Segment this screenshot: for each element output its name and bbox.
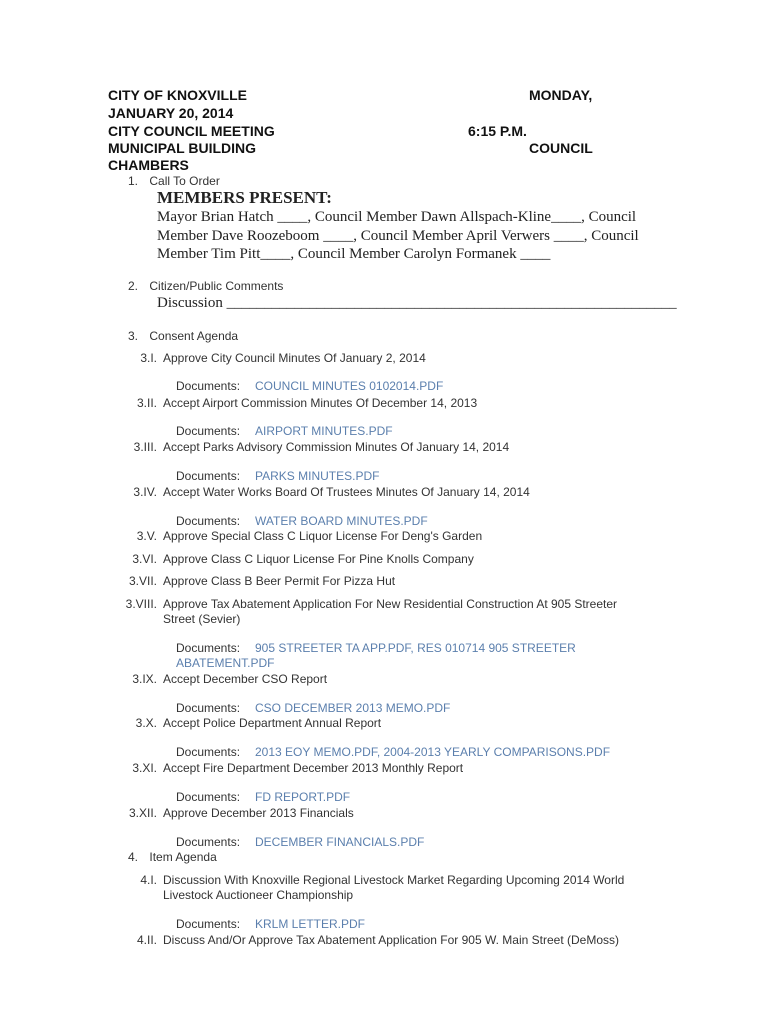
item-number: 3.VII. xyxy=(128,574,157,588)
agenda-item xyxy=(140,873,625,888)
document-link[interactable]: CSO DECEMBER 2013 MEMO.PDF xyxy=(255,701,451,715)
item-number: 3.X. xyxy=(135,716,157,730)
item-text: Approve Tax Abatement Application For New Residential Construction At 905 Streeter xyxy=(163,597,618,611)
agenda-item xyxy=(133,440,510,455)
document-link[interactable]: COUNCIL MINUTES 0102014.PDF xyxy=(255,379,444,393)
documents-row xyxy=(176,701,450,716)
agenda-item xyxy=(136,529,483,544)
document-link[interactable]: PARKS MINUTES.PDF xyxy=(255,469,380,483)
item-text: Accept Fire Department December 2013 Monthly Report xyxy=(163,761,464,775)
item-number: 3.IV. xyxy=(133,485,157,499)
section-call-to-order xyxy=(128,174,220,189)
item-text: Accept December CSO Report xyxy=(163,672,328,686)
document-link[interactable]: FD REPORT.PDF xyxy=(255,790,351,804)
section-label: Consent Agenda xyxy=(149,329,239,343)
item-text-continued: Livestock Auctioneer Championship xyxy=(163,888,354,902)
section-number: 2. xyxy=(128,279,139,293)
documents-row xyxy=(176,835,424,850)
documents-row xyxy=(176,424,393,439)
document-link[interactable]: DECEMBER FINANCIALS.PDF xyxy=(255,835,425,849)
agenda-item xyxy=(133,485,530,500)
documents-label: Documents: xyxy=(176,917,241,931)
documents-label: Documents: xyxy=(176,790,241,804)
documents-label: Documents: xyxy=(176,641,241,655)
item-number: 4.I. xyxy=(140,873,157,887)
documents-label: Documents: xyxy=(176,379,241,393)
item-text: Accept Police Department Annual Report xyxy=(163,716,382,730)
section-number: 3. xyxy=(128,329,139,343)
documents-row xyxy=(176,745,610,760)
item-text-continued: Street (Sevier) xyxy=(163,612,241,626)
documents-label: Documents: xyxy=(176,745,241,759)
meeting-day: MONDAY, xyxy=(529,87,593,103)
documents-label: Documents: xyxy=(176,469,241,483)
documents-row xyxy=(176,917,365,932)
item-number: 3.XI. xyxy=(132,761,157,775)
members-line: Member Dave Roozeboom ____, Council Member April Verwers ____, Council xyxy=(157,228,639,244)
item-text: Approve Special Class C Liquor License For Deng's Garden xyxy=(163,529,483,543)
agenda-item xyxy=(128,806,354,821)
documents-row xyxy=(176,469,379,484)
item-text: Accept Airport Commission Minutes Of December 14, 2013 xyxy=(163,396,478,410)
item-number: 3.II. xyxy=(136,396,157,410)
document-link[interactable]: 2013 EOY MEMO.PDF, 2004-2013 YEARLY COMPARISONS.PDF xyxy=(255,745,611,759)
item-text: Accept Parks Advisory Commission Minutes Of January 14, 2014 xyxy=(163,440,510,454)
item-text: Discuss And/Or Approve Tax Abatement Application For 905 W. Main Street (DeMoss) xyxy=(163,933,619,947)
documents-label: Documents: xyxy=(176,835,241,849)
documents-row xyxy=(176,641,576,656)
document-link[interactable]: KRLM LETTER.PDF xyxy=(255,917,366,931)
section-consent-agenda xyxy=(128,329,238,344)
meeting-type: CITY COUNCIL MEETING xyxy=(108,123,275,139)
meeting-date: JANUARY 20, 2014 xyxy=(108,105,234,121)
city-name: CITY OF KNOXVILLE xyxy=(108,87,247,103)
item-text: Approve Class C Liquor License For Pine Knolls Company xyxy=(163,552,474,566)
section-label: Citizen/Public Comments xyxy=(149,279,284,293)
discussion-line: Discussion ____________________________________________________________ xyxy=(157,295,677,311)
item-number: 3.VIII. xyxy=(125,597,157,611)
documents-row xyxy=(176,379,443,394)
members-line: Mayor Brian Hatch ____, Council Member Dawn Allspach-Kline____, Council xyxy=(157,209,637,225)
item-text: Approve City Council Minutes Of January 2, 2014 xyxy=(163,351,426,365)
documents-label: Documents: xyxy=(176,514,241,528)
section-citizen-comments xyxy=(128,279,283,294)
section-label: Item Agenda xyxy=(149,850,217,864)
document-link[interactable]: AIRPORT MINUTES.PDF xyxy=(255,424,393,438)
item-number: 3.IX. xyxy=(132,672,157,686)
section-number: 1. xyxy=(128,174,139,188)
item-number: 4.II. xyxy=(136,933,157,947)
item-text: Approve Class B Beer Permit For Pizza Hut xyxy=(163,574,396,588)
item-number: 3.V. xyxy=(136,529,157,543)
section-label: Call To Order xyxy=(149,174,220,188)
documents-row xyxy=(176,514,428,529)
agenda-item xyxy=(136,396,478,411)
document-link[interactable]: ABATEMENT.PDF xyxy=(176,656,275,670)
document-link[interactable]: 905 STREETER TA APP.PDF, RES 010714 905 STREETER xyxy=(255,641,576,655)
item-number: 3.I. xyxy=(140,351,157,365)
item-number: 3.III. xyxy=(133,440,157,454)
members-present-title: MEMBERS PRESENT: xyxy=(157,188,332,207)
agenda-item xyxy=(132,552,474,567)
documents-row xyxy=(176,790,350,805)
item-text: Discussion With Knoxville Regional Livestock Market Regarding Upcoming 2014 World xyxy=(163,873,625,887)
section-number: 4. xyxy=(128,850,139,864)
documents-label: Documents: xyxy=(176,424,241,438)
agenda-item xyxy=(132,672,328,687)
meeting-time: 6:15 P.M. xyxy=(468,123,527,139)
agenda-item xyxy=(135,716,382,731)
agenda-item xyxy=(125,597,618,612)
documents-label: Documents: xyxy=(176,701,241,715)
item-number: 3.VI. xyxy=(132,552,157,566)
members-line: Member Tim Pitt____, Council Member Carolyn Formanek ____ xyxy=(157,246,551,262)
agenda-item xyxy=(136,933,619,948)
meeting-council: COUNCIL xyxy=(529,140,593,156)
agenda-item xyxy=(128,574,396,589)
agenda-item xyxy=(132,761,464,776)
section-item-agenda xyxy=(128,850,217,865)
item-text: Accept Water Works Board Of Trustees Minutes Of January 14, 2014 xyxy=(163,485,530,499)
meeting-chambers: CHAMBERS xyxy=(108,157,189,173)
meeting-building: MUNICIPAL BUILDING xyxy=(108,140,257,156)
agenda-item xyxy=(140,351,426,366)
item-text: Approve December 2013 Financials xyxy=(163,806,354,820)
document-link[interactable]: WATER BOARD MINUTES.PDF xyxy=(255,514,428,528)
item-number: 3.XII. xyxy=(128,806,157,820)
